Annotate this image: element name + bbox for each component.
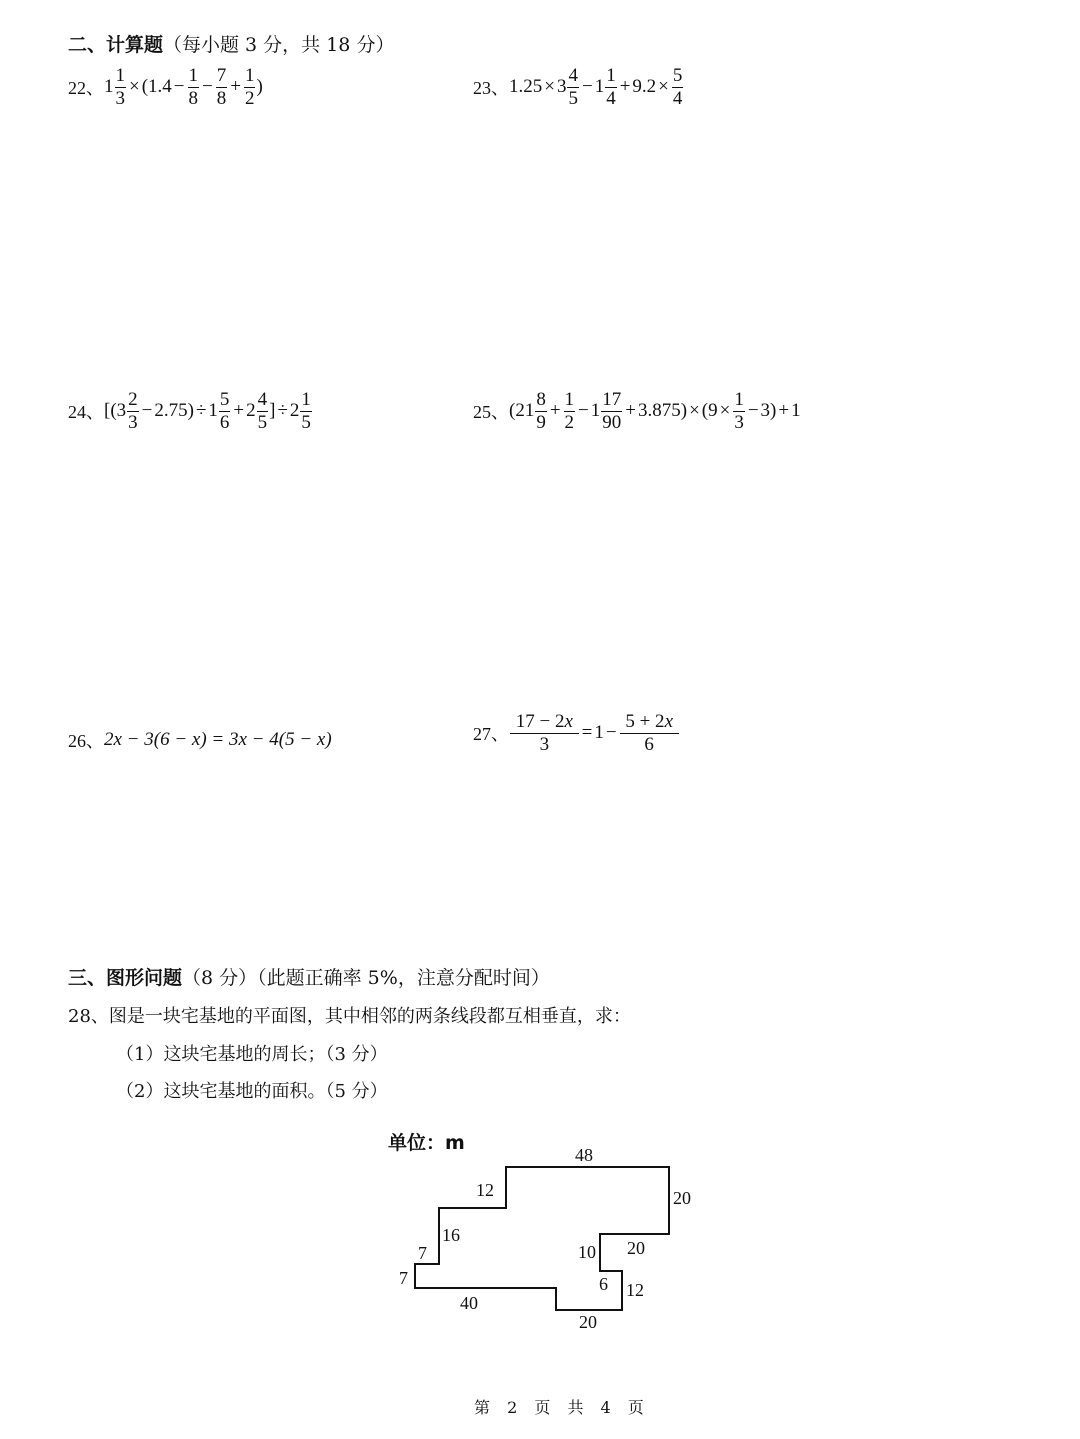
- problem-23-number: 23、: [473, 78, 509, 99]
- figure-label-upper-step: 12: [476, 1180, 494, 1200]
- problem-28-q1: （1）这块宅基地的周长；（3 分）: [116, 1044, 388, 1065]
- problem-27-number: 27、: [473, 724, 509, 745]
- figure-label-right-upper: 20: [673, 1188, 691, 1208]
- figure-label-left-side: 7: [399, 1268, 408, 1288]
- figure-label-right-lower: 12: [626, 1280, 644, 1300]
- problem-23-expression: 1.25 × 3 $\frac{4}{5}$ − 1 $\frac{1}{4}$ + 9.2 × $\frac{5}{4}$: [509, 65, 683, 109]
- problem-27-expression: $\frac{17 - 2x}{3}$ = 1 − $\frac{5 + 2x}{6}$: [509, 712, 680, 755]
- figure-label-bottom-left: 40: [460, 1293, 478, 1313]
- section-2-title: 二、计算题: [68, 34, 164, 56]
- section-3-title: 三、图形问题: [68, 967, 183, 989]
- problem-25-expression: (21 $\frac{8}{9}$ + $\frac{1}{2}$ − 1 $\frac{17}{90}$ + 3.875) × (9 × $\frac{1}{3}$ − 3) + 1: [509, 389, 801, 433]
- figure-label-inner-riser: 10: [578, 1242, 596, 1262]
- problem-28-q2: （2）这块宅基地的面积。（5 分）: [116, 1081, 388, 1102]
- problem-28-stem: 28、图是一块宅基地的平面图，其中相邻的两条线段都互相垂直，求：: [68, 1006, 631, 1027]
- problem-25-number: 25、: [473, 402, 509, 423]
- figure-unit-label: 单位：m: [388, 1132, 465, 1154]
- figure-label-left-riser: 16: [442, 1225, 460, 1245]
- problem-26-number: 26、: [68, 731, 104, 751]
- page-footer: 第 2 页 共 4 页: [474, 1398, 650, 1417]
- figure-label-inner-step: 6: [599, 1274, 608, 1294]
- section-2-note: （每小题 3 分，共 18 分）: [163, 34, 395, 56]
- problem-22-expression: 1 $\frac{1}{3}$ × (1.4 − $\frac{1}{8}$ − $\frac{7}{8}$ + $\frac{1}{2}$ ): [104, 65, 263, 109]
- problem-22-number: 22、: [68, 78, 104, 99]
- figure-label-middle-step: 20: [627, 1238, 645, 1258]
- section-3-note: （8 分）（此题正确率 5%，注意分配时间）: [182, 967, 550, 989]
- figure-label-top: 48: [575, 1145, 593, 1165]
- figure-label-left-step: 7: [418, 1243, 427, 1263]
- problem-26-expression: 2x − 3(6 − x) = 3x − 4(5 − x): [104, 729, 332, 750]
- figure-label-bottom-right: 20: [579, 1312, 597, 1332]
- problem-24-expression: [(3 $\frac{2}{3}$ − 2.75) ÷ 1 $\frac{5}{6}$ + 2 $\frac{4}{5}$ ] ÷ 2 $\frac{1}{5}$: [104, 389, 311, 433]
- problem-24-number: 24、: [68, 402, 104, 423]
